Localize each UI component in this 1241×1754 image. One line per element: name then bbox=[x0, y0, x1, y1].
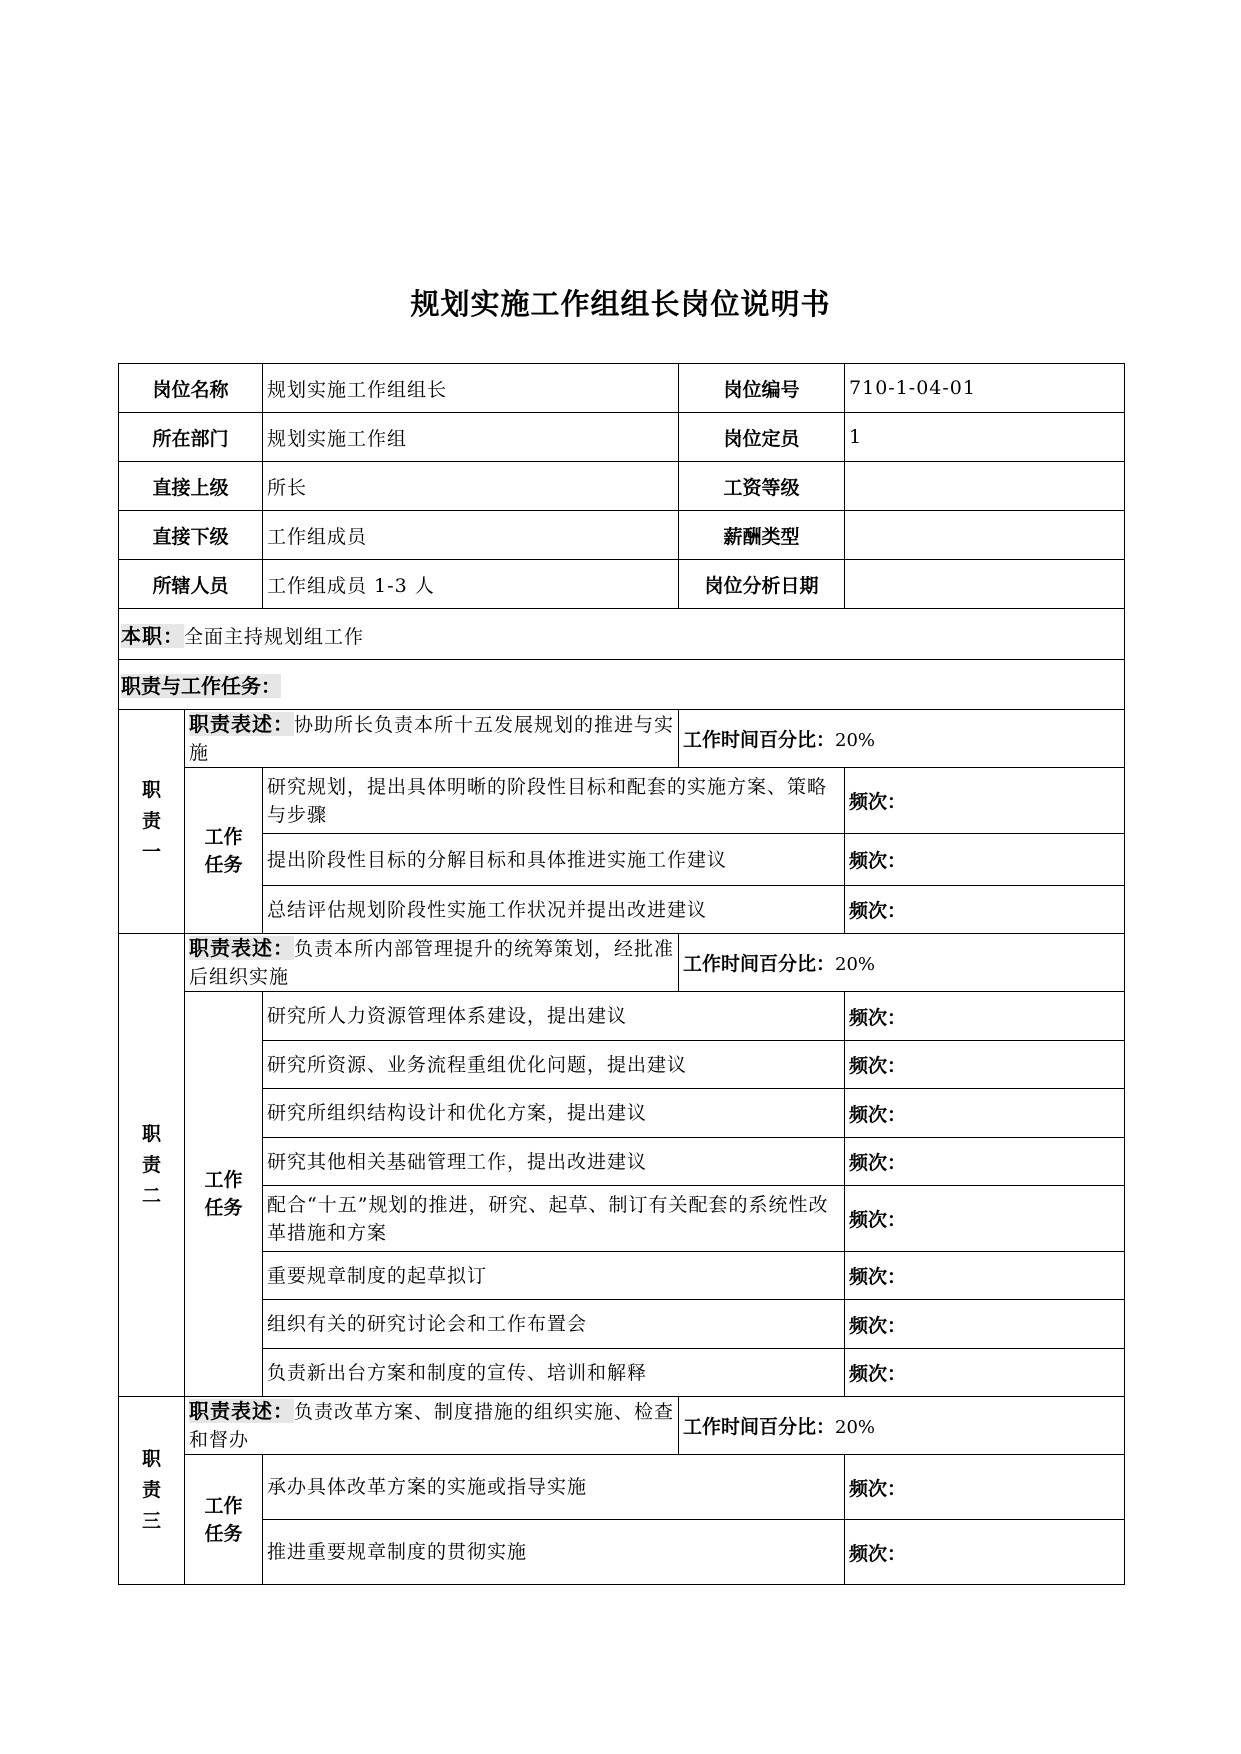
task-label: 工作 任务 bbox=[185, 992, 263, 1397]
task-frequency: 频次： bbox=[845, 1089, 1125, 1138]
task-text: 推进重要规章制度的贯彻实施 bbox=[263, 1520, 845, 1585]
info-label: 岗位名称 bbox=[119, 364, 263, 413]
task-row bbox=[119, 834, 1125, 886]
task-text: 研究所资源、业务流程重组优化问题，提出建议 bbox=[263, 1041, 845, 1089]
info-label: 岗位分析日期 bbox=[679, 560, 845, 609]
task-text: 承办具体改革方案的实施或指导实施 bbox=[263, 1455, 845, 1520]
task-text: 研究其他相关基础管理工作，提出改进建议 bbox=[263, 1138, 845, 1186]
task-frequency: 频次： bbox=[845, 834, 1125, 886]
info-value: 工作组成员 1-3 人 bbox=[263, 560, 679, 609]
responsibilities-header-row bbox=[119, 660, 1125, 710]
task-text: 组织有关的研究讨论会和工作布置会 bbox=[263, 1300, 845, 1349]
duty-label: 本职： bbox=[121, 623, 184, 648]
duty-text: 全面主持规划组工作 bbox=[184, 625, 365, 648]
responsibility-desc: 职责表述：协助所长负责本所十五发展规划的推进与实施 bbox=[185, 710, 679, 768]
info-value: 1 bbox=[845, 413, 1125, 462]
task-row bbox=[119, 1089, 1125, 1138]
page-title: 规划实施工作组组长岗位说明书 bbox=[410, 287, 831, 321]
task-row bbox=[119, 886, 1125, 934]
info-value: 工作组成员 bbox=[263, 511, 679, 560]
task-row bbox=[119, 1349, 1125, 1397]
task-frequency: 频次： bbox=[845, 886, 1125, 934]
info-label: 岗位定员 bbox=[679, 413, 845, 462]
task-frequency: 频次： bbox=[845, 1041, 1125, 1089]
responsibility-name: 职 责 一 bbox=[119, 710, 185, 934]
time-percent: 工作时间百分比：20% bbox=[679, 934, 1125, 992]
info-value bbox=[845, 560, 1125, 609]
task-row bbox=[119, 1520, 1125, 1585]
task-frequency: 频次： bbox=[845, 1455, 1125, 1520]
info-label: 所辖人员 bbox=[119, 560, 263, 609]
duty-cell bbox=[119, 609, 1125, 660]
info-label: 直接下级 bbox=[119, 511, 263, 560]
task-frequency: 频次： bbox=[845, 1186, 1125, 1252]
info-value: 规划实施工作组 bbox=[263, 413, 679, 462]
info-label: 岗位编号 bbox=[679, 364, 845, 413]
task-label: 工作 任务 bbox=[185, 1455, 263, 1585]
task-text: 重要规章制度的起草拟订 bbox=[263, 1252, 845, 1300]
info-row bbox=[119, 560, 1125, 609]
task-frequency: 频次： bbox=[845, 1300, 1125, 1349]
info-value: 规划实施工作组组长 bbox=[263, 364, 679, 413]
task-frequency: 频次： bbox=[845, 1349, 1125, 1397]
task-text: 研究所人力资源管理体系建设，提出建议 bbox=[263, 992, 845, 1041]
info-label: 所在部门 bbox=[119, 413, 263, 462]
responsibilities-header-cell bbox=[119, 660, 1125, 710]
info-label: 薪酬类型 bbox=[679, 511, 845, 560]
task-label: 工作 任务 bbox=[185, 768, 263, 934]
info-value: 710-1-04-01 bbox=[845, 364, 1125, 413]
time-percent: 工作时间百分比：20% bbox=[679, 1397, 1125, 1455]
responsibility-desc: 职责表述：负责改革方案、制度措施的组织实施、检查和督办 bbox=[185, 1397, 679, 1455]
task-frequency: 频次： bbox=[845, 1138, 1125, 1186]
duty-row bbox=[119, 609, 1125, 660]
info-row bbox=[119, 413, 1125, 462]
responsibility-desc-row bbox=[119, 710, 1125, 768]
task-row bbox=[119, 1138, 1125, 1186]
task-row bbox=[119, 1186, 1125, 1252]
job-description-table bbox=[118, 363, 1125, 1585]
task-row bbox=[119, 992, 1125, 1041]
task-text: 总结评估规划阶段性实施工作状况并提出改进建议 bbox=[263, 886, 845, 934]
task-text: 负责新出台方案和制度的宣传、培训和解释 bbox=[263, 1349, 845, 1397]
info-label: 工资等级 bbox=[679, 462, 845, 511]
info-row bbox=[119, 364, 1125, 413]
task-frequency: 频次： bbox=[845, 1252, 1125, 1300]
task-text: 提出阶段性目标的分解目标和具体推进实施工作建议 bbox=[263, 834, 845, 886]
info-value bbox=[845, 511, 1125, 560]
task-row bbox=[119, 1041, 1125, 1089]
responsibility-desc-row bbox=[119, 1397, 1125, 1455]
info-row bbox=[119, 511, 1125, 560]
task-frequency: 频次： bbox=[845, 768, 1125, 834]
responsibility-name: 职 责 二 bbox=[119, 934, 185, 1397]
task-row bbox=[119, 1455, 1125, 1520]
task-text: 研究规划，提出具体明晰的阶段性目标和配套的实施方案、策略与步骤 bbox=[263, 768, 845, 834]
task-row bbox=[119, 1252, 1125, 1300]
responsibility-desc-row bbox=[119, 934, 1125, 992]
task-text: 配合“十五”规划的推进，研究、起草、制订有关配套的系统性改革措施和方案 bbox=[263, 1186, 845, 1252]
info-value bbox=[845, 462, 1125, 511]
task-row bbox=[119, 768, 1125, 834]
info-row bbox=[119, 462, 1125, 511]
responsibilities-header: 职责与工作任务： bbox=[121, 674, 281, 698]
responsibility-desc: 职责表述：负责本所内部管理提升的统筹策划，经批准后组织实施 bbox=[185, 934, 679, 992]
task-frequency: 频次： bbox=[845, 1520, 1125, 1585]
info-value: 所长 bbox=[263, 462, 679, 511]
task-text: 研究所组织结构设计和优化方案，提出建议 bbox=[263, 1089, 845, 1138]
time-percent: 工作时间百分比：20% bbox=[679, 710, 1125, 768]
info-label: 直接上级 bbox=[119, 462, 263, 511]
task-row bbox=[119, 1300, 1125, 1349]
task-frequency: 频次： bbox=[845, 992, 1125, 1041]
responsibility-name: 职 责 三 bbox=[119, 1397, 185, 1585]
